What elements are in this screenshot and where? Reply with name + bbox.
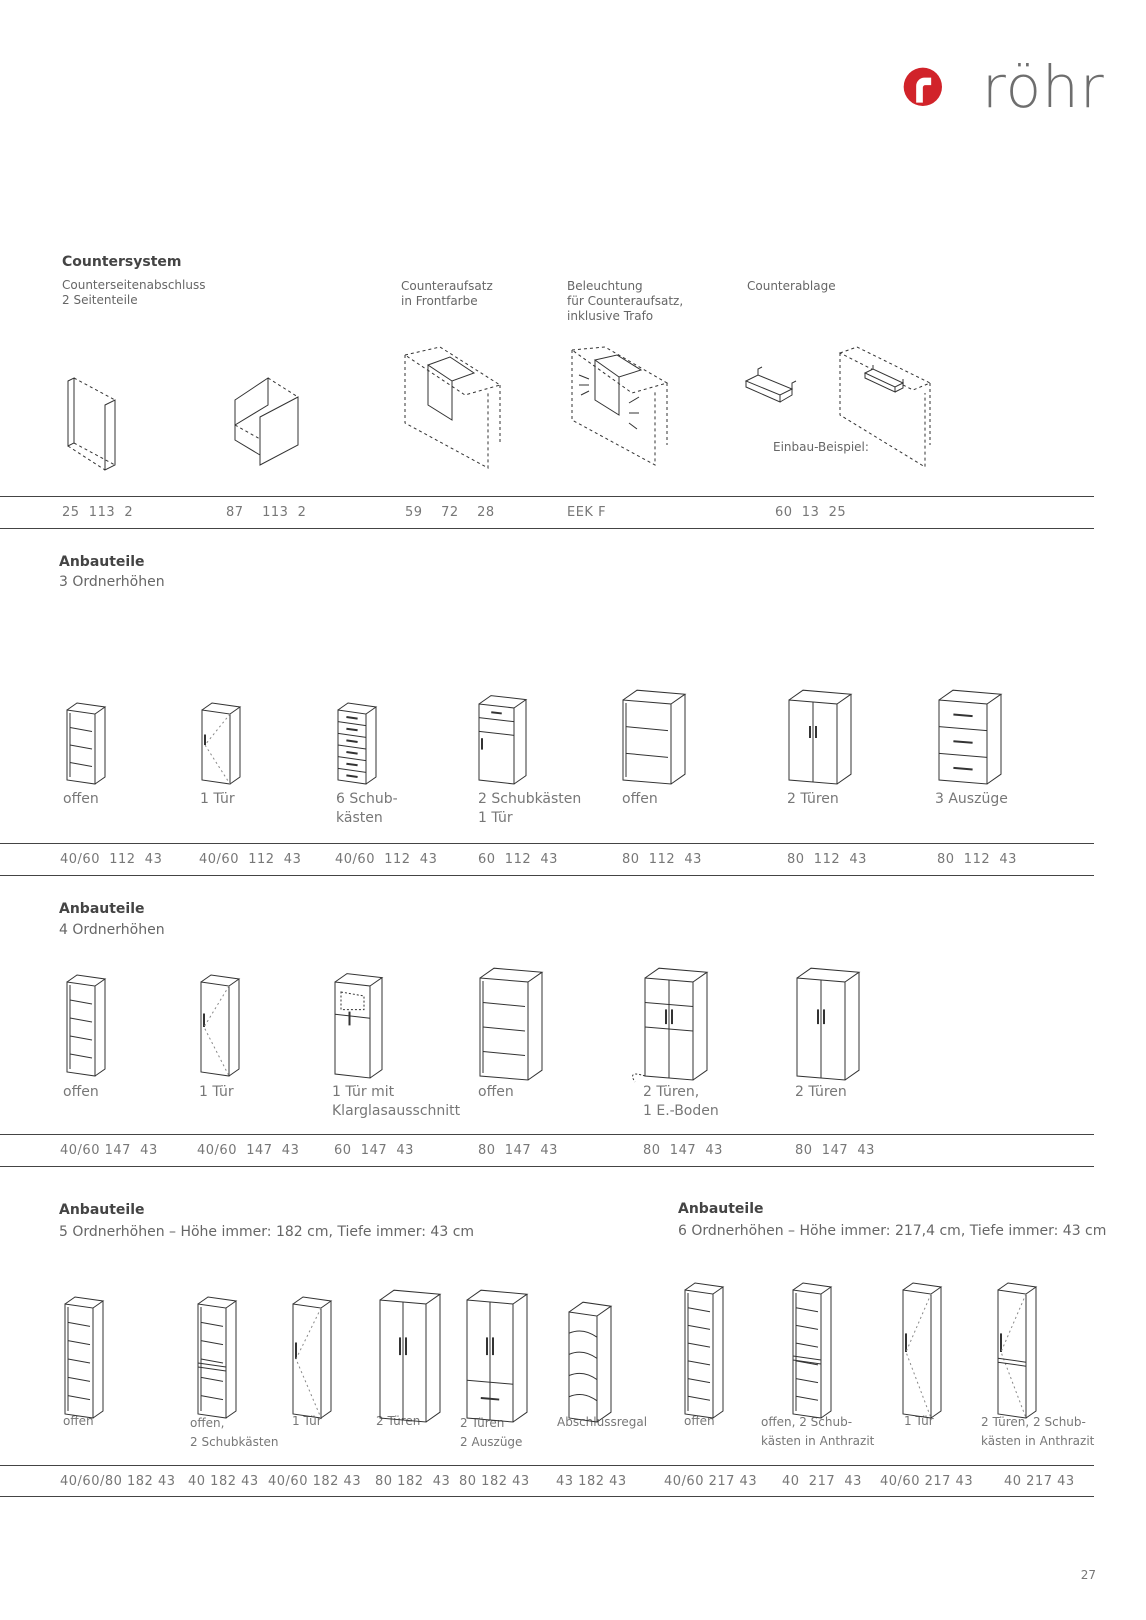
item-dims: 40/60 182 43 [268,1474,362,1489]
section3-title: Anbauteile [59,554,145,570]
item-label: 2 Türen, 1 E.-Boden [643,1084,719,1119]
item-dims: 40 182 43 [188,1474,259,1489]
item-dims: 40/60/80 182 43 [60,1474,176,1489]
section5-title: Anbauteile [59,1202,145,1218]
counter-item-label: Counterablage [747,279,836,293]
item-label: 1 Tür [904,1414,934,1428]
six-drawer-cabinet-illustration [336,698,378,782]
two-door-cabinet-illustration [795,962,861,1078]
brand-logo-text: röhr [982,53,1105,121]
item-dims: 40/60 217 43 [880,1474,974,1489]
item-dims: 80 182 43 [459,1474,530,1489]
item-label: 2 Türen [795,1084,847,1100]
one-door-cabinet-illustration [901,1278,943,1416]
divider [0,1465,1094,1466]
divider [0,875,1094,876]
item-dims: 80 147 43 [478,1143,558,1158]
open-cabinet-illustration [63,1292,105,1416]
corner-shelf-illustration [567,1296,613,1420]
item-dims: 40 217 43 [782,1474,862,1489]
countersystem-title: Countersystem [62,254,182,270]
item-dims: 80 112 43 [937,852,1017,867]
item-dims: 40/60 112 43 [335,852,438,867]
item-dims: 40/60 112 43 [199,852,302,867]
counter-item-label: Counteraufsatz in Frontfarbe [401,279,493,308]
one-door-cabinet-illustration [291,1292,333,1416]
item-dims: 80 112 43 [622,852,702,867]
item-label: offen, 2 Schub- kästen in Anthrazit [761,1415,875,1448]
item-dims: 80 182 43 [375,1474,451,1489]
drawer-door-cabinet-illustration [477,690,528,782]
item-label: Abschlussregal [557,1415,648,1429]
two-door-cabinet-illustration [787,684,853,782]
open-cabinet-illustration [65,698,107,782]
item-dims: 40/60 112 43 [60,852,163,867]
door-pullout-cabinet-illustration [465,1284,529,1420]
glass-door-cabinet-illustration [333,968,384,1076]
item-dims: 80 147 43 [643,1143,723,1158]
item-label: 2 Türen 2 Auszüge [460,1416,523,1449]
item-dims: 40/60 147 43 [60,1143,158,1158]
section6-subtitle: 6 Ordnerhöhen – Höhe immer: 217,4 cm, Tiefe immer: 43 cm [678,1223,1107,1239]
item-dims: 40/60 147 43 [197,1143,300,1158]
divider [0,1134,1094,1135]
item-label: offen [63,791,99,807]
divider [0,496,1094,497]
brand-logo-mark [902,66,952,116]
section3-subtitle: 3 Ordnerhöhen [59,574,165,590]
item-label: 2 Türen [376,1414,421,1428]
item-dims: 60 147 43 [334,1143,414,1158]
item-label: offen [63,1084,99,1100]
side-panel-illustration [60,375,130,470]
counter-item-label: Beleuchtung für Counteraufsatz, inklusive Trafo [567,279,684,323]
item-label: 1 Tür [292,1414,322,1428]
wide-open-cabinet-illustration [621,684,687,782]
item-label: offen [478,1084,514,1100]
door-drawer-cabinet-illustration [996,1278,1038,1416]
three-pullout-cabinet-illustration [937,684,1003,782]
counter-frame-illustration [230,375,310,470]
open-cabinet-illustration [683,1278,725,1416]
open-cabinet-illustration [65,970,107,1074]
item-dims: 40 217 43 [1004,1474,1075,1489]
item-label: offen [684,1414,715,1428]
counter-item-dims: 59 72 28 [405,505,495,520]
two-door-shelf-cabinet-illustration [643,962,709,1078]
counter-item-dims: EEK F [567,505,607,520]
counter-top-illustration [400,345,505,470]
item-dims: 60 112 43 [478,852,558,867]
section4-subtitle: 4 Ordnerhöhen [59,922,165,938]
two-door-cabinet-illustration [378,1284,442,1420]
divider [0,843,1094,844]
wide-open-cabinet-illustration [478,962,544,1078]
counter-item-dims: 25 113 2 [62,505,134,520]
item-label: 2 Türen [787,791,839,807]
item-label: 2 Türen, 2 Schub- kästen in Anthrazit [981,1415,1095,1448]
item-dims: 80 147 43 [795,1143,875,1158]
counter-lighting-illustration [567,345,672,470]
divider [0,1166,1094,1167]
page-number: 27 [1080,1568,1096,1582]
item-label: offen [622,791,658,807]
section5-subtitle: 5 Ordnerhöhen – Höhe immer: 182 cm, Tiefe immer: 43 cm [59,1224,475,1240]
section6-title: Anbauteile [678,1201,764,1217]
item-label: 1 Tür [199,1084,234,1100]
item-label: 3 Auszüge [935,791,1008,807]
open-drawer-cabinet-illustration [791,1278,833,1416]
counter-item-dims: 87 113 2 [226,505,307,520]
item-label: offen [63,1414,94,1428]
divider [0,528,1094,529]
item-label: 2 Schubkästen 1 Tür [478,791,582,826]
one-door-cabinet-illustration [200,698,242,782]
item-dims: 40/60 217 43 [664,1474,758,1489]
one-door-cabinet-illustration [199,970,241,1074]
item-label: 1 Tür mit Klarglasausschnitt [332,1084,461,1119]
item-dims: 80 112 43 [787,852,867,867]
counter-shelf-illustration [742,365,832,415]
item-dims: 43 182 43 [556,1474,627,1489]
divider [0,1496,1094,1497]
item-label: 6 Schub- kästen [336,791,398,826]
open-drawer-cabinet-illustration [196,1292,238,1416]
counter-item-label: Counterseitenabschluss 2 Seitenteile [62,278,206,307]
item-label: 1 Tür [200,791,235,807]
counter-example-label: Einbau-Beispiel: [773,440,869,454]
counter-item-dims: 60 13 25 [775,505,847,520]
section4-title: Anbauteile [59,901,145,917]
item-label: offen, 2 Schubkästen [190,1416,279,1449]
